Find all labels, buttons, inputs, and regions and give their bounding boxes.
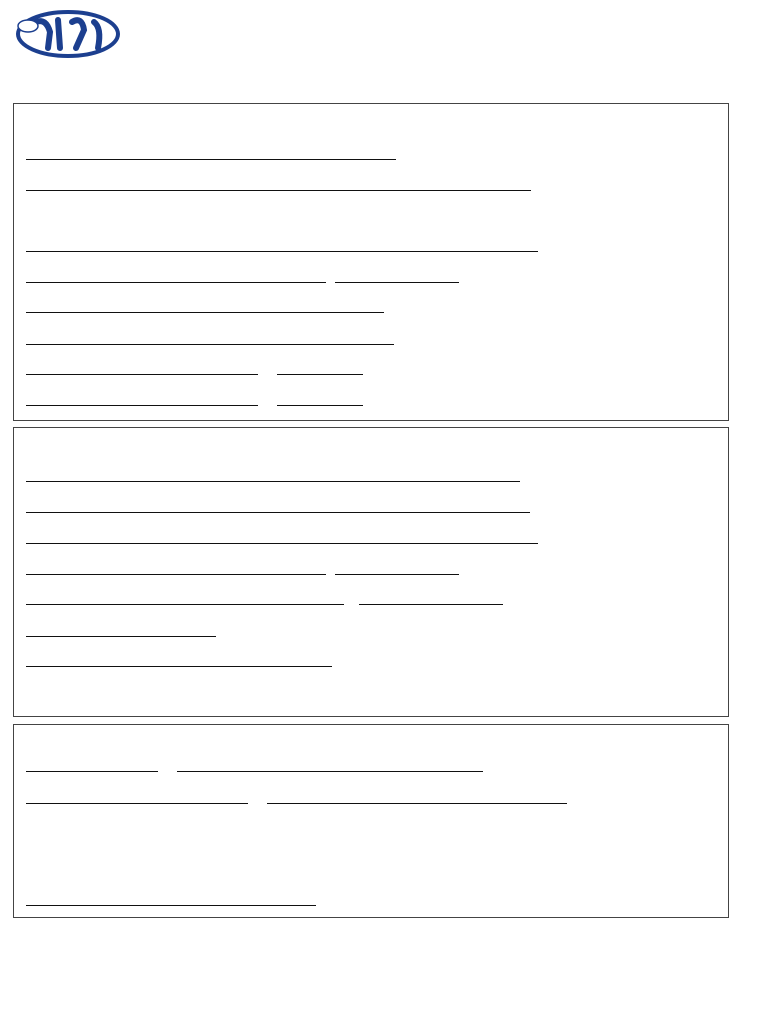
parent1-name-field[interactable] xyxy=(26,298,384,313)
enroller-first-name-field[interactable] xyxy=(26,467,520,482)
header-band xyxy=(0,0,770,100)
parent2-phone-field[interactable] xyxy=(277,391,363,406)
payment-email-field[interactable] xyxy=(267,789,567,804)
child-first-name-field[interactable] xyxy=(26,145,396,160)
parent1-email-field[interactable] xyxy=(26,360,258,375)
enroller-suburb-field[interactable] xyxy=(26,560,326,575)
enroller-email-field[interactable] xyxy=(26,590,344,605)
name-on-card-field[interactable] xyxy=(177,757,483,772)
child-suburb-field[interactable] xyxy=(26,268,326,283)
wizo-logo xyxy=(6,8,126,94)
enroller-phone-field[interactable] xyxy=(359,590,503,605)
wizo-emblem-icon xyxy=(6,8,126,68)
enroller-address-field[interactable] xyxy=(26,529,538,544)
parent1-phone-field[interactable] xyxy=(277,360,363,375)
colorful-hands-top-decoration xyxy=(120,0,770,100)
mobile-field[interactable] xyxy=(26,789,248,804)
greeting-names-field[interactable] xyxy=(26,652,332,667)
child-postcode-field[interactable] xyxy=(335,268,459,283)
parent2-name-field[interactable] xyxy=(26,330,394,345)
signature-field[interactable] xyxy=(26,891,316,906)
enroller-details-section xyxy=(13,427,729,717)
wizo-group-field[interactable] xyxy=(26,622,216,637)
child-surname-field[interactable] xyxy=(26,176,531,191)
amount-field[interactable] xyxy=(26,757,158,772)
enroller-postcode-field[interactable] xyxy=(335,560,459,575)
parent2-email-field[interactable] xyxy=(26,391,258,406)
payment-section xyxy=(13,724,729,918)
child-address-field[interactable] xyxy=(26,237,538,252)
colorful-hands-bottom-decoration xyxy=(0,940,770,1024)
child-details-section xyxy=(13,103,729,421)
enroller-surname-field[interactable] xyxy=(26,498,530,513)
